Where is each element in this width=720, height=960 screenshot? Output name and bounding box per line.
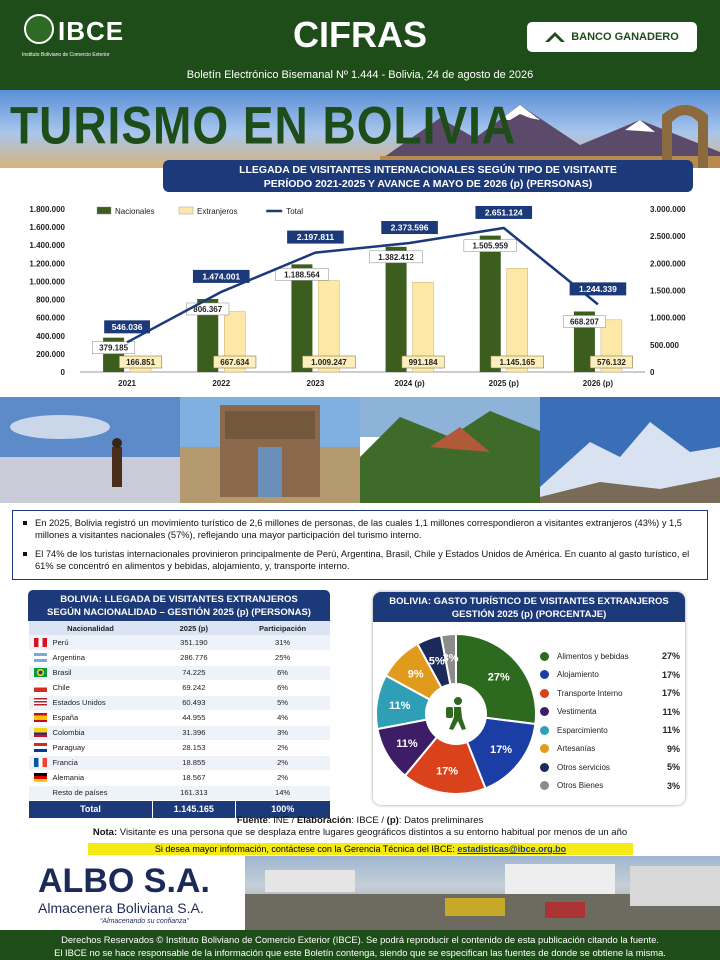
flag-cell xyxy=(29,725,53,740)
legend-swatch xyxy=(97,207,111,214)
table-row xyxy=(29,785,331,800)
legend-category: Vestimenta xyxy=(557,707,597,717)
canyon-photo xyxy=(360,397,540,503)
flag-cell xyxy=(29,770,53,785)
flag-cell xyxy=(29,785,53,800)
table-row xyxy=(29,770,331,785)
legend-value: 11% xyxy=(662,725,680,736)
pie-title-line2: GESTIÓN 2025 (p) (PORCENTAJE) xyxy=(451,609,607,620)
country-name: Brasil xyxy=(53,665,153,680)
legend-label: Extranjeros xyxy=(197,207,238,216)
flag-cell xyxy=(29,755,53,770)
country-name: Perú xyxy=(53,635,153,650)
snow-mountain-photo xyxy=(540,397,720,503)
legend-dot-icon xyxy=(540,726,549,735)
legend-value: 27% xyxy=(661,651,680,662)
legend-value: 17% xyxy=(661,688,680,699)
albo-slogan: “Almacenando su confianza” xyxy=(100,918,189,925)
country-name: Argentina xyxy=(53,650,153,665)
legend-value: 17% xyxy=(661,669,680,680)
banco-ganadero-icon xyxy=(545,31,565,43)
extranjeros-data-label: 576.132 xyxy=(596,358,626,367)
flag-francia-icon xyxy=(34,758,47,767)
header xyxy=(0,0,720,90)
x-tick-label: 2024 (p) xyxy=(394,379,425,388)
legend-dot-icon xyxy=(540,707,549,716)
legend-dot-icon xyxy=(540,781,549,790)
photo-strip xyxy=(0,397,720,503)
country-value: 351.190 xyxy=(153,635,236,650)
page-title: CIFRAS xyxy=(293,14,427,55)
flag-cell xyxy=(29,635,53,650)
country-value: 44.955 xyxy=(153,710,236,725)
pie-legend-item xyxy=(540,684,680,703)
country-value: 18.567 xyxy=(153,770,236,785)
total-data-label: 2.651.124 xyxy=(484,207,523,218)
flag-cell xyxy=(29,710,53,725)
legend-dot-icon xyxy=(540,670,549,679)
legend-dot-icon xyxy=(540,763,549,772)
total-label: Total xyxy=(29,800,153,818)
bar-nacionales xyxy=(386,247,407,372)
flag-colombia-icon xyxy=(34,728,47,737)
pie-legend-item xyxy=(540,666,680,685)
pie-legend-item xyxy=(540,777,680,796)
spending-pie-chart xyxy=(373,622,543,802)
contact-text: Si desea mayor información, contáctese con la Gerencia Técnica del IBCE: xyxy=(154,844,458,854)
chart-title xyxy=(163,160,693,192)
nota-label: Nota: xyxy=(92,827,118,838)
x-tick-label: 2023 xyxy=(306,379,325,388)
y2-tick-label: 0 xyxy=(650,368,655,377)
nacionales-data-label: 1.505.959 xyxy=(472,241,509,251)
table-row xyxy=(29,725,331,740)
legend-value: 11% xyxy=(662,706,680,717)
flag-espana-icon xyxy=(34,713,47,722)
table-row xyxy=(29,680,331,695)
footer xyxy=(0,930,720,960)
pie-slice-label: 5% xyxy=(428,655,445,668)
y2-tick-label: 1.500.000 xyxy=(650,286,686,296)
country-share: 6% xyxy=(235,680,330,695)
y2-tick-label: 2.500.000 xyxy=(650,232,686,242)
country-share: 3% xyxy=(235,725,330,740)
p-label: (p) xyxy=(386,815,399,826)
legend-dot-icon xyxy=(540,744,549,753)
legend-dot-icon xyxy=(540,689,549,698)
table-row xyxy=(29,650,331,665)
country-share: 2% xyxy=(235,740,330,755)
country-value: 286.776 xyxy=(153,650,236,665)
logo-text: IBCE xyxy=(58,16,125,46)
country-name: Colombia xyxy=(53,725,153,740)
elab-label: Elaboración xyxy=(296,815,352,826)
table-row xyxy=(29,755,331,770)
albo-ad[interactable] xyxy=(0,856,720,930)
source-note xyxy=(0,815,720,839)
y-tick-label: 1.800.000 xyxy=(29,205,65,214)
legend-swatch xyxy=(179,207,193,214)
pie-legend-item xyxy=(540,721,680,740)
total-share: 100% xyxy=(235,800,330,818)
legend-value: 3% xyxy=(666,780,680,791)
pie-slice-label: 3% xyxy=(442,652,459,665)
flag-cell xyxy=(29,740,53,755)
country-share: 2% xyxy=(235,770,330,785)
flag-cell xyxy=(29,680,53,695)
pie-slice-label: 11% xyxy=(388,700,411,713)
country-value: 28.153 xyxy=(153,740,236,755)
nacionales-data-label: 668.207 xyxy=(569,317,599,327)
y2-tick-label: 3.000.000 xyxy=(650,205,686,214)
total-value: 1.145.165 xyxy=(153,800,236,818)
flag-argentina-icon xyxy=(34,653,47,662)
flag-paraguay-icon xyxy=(34,743,47,752)
flag-cell xyxy=(29,650,53,665)
pie-legend-item xyxy=(540,647,680,666)
y-tick-label: 400.000 xyxy=(36,331,65,341)
y-tick-label: 600.000 xyxy=(36,313,65,323)
flag-cell xyxy=(29,695,53,710)
country-name: Paraguay xyxy=(53,740,153,755)
y-tick-label: 1.000.000 xyxy=(29,277,65,287)
footer-line1: Derechos Reservados © Instituto Boliviano de Comercio Exterior (IBCE). Se podrá reproducir el contenido de esta publicación citando la fuente. xyxy=(61,934,659,945)
y-tick-label: 1.600.000 xyxy=(29,223,65,233)
flag-brasil-icon xyxy=(34,668,47,677)
legend-category: Esparcimiento xyxy=(557,725,608,735)
pie-legend-item xyxy=(540,740,680,759)
logo-subtitle: Instituto Boliviano de Comercio Exterior xyxy=(22,52,110,58)
y-tick-label: 1.200.000 xyxy=(29,259,65,269)
albo-brand: ALBO S.A. xyxy=(38,862,210,900)
country-value: 31.396 xyxy=(153,725,236,740)
nota-value: Visitante es una persona que se desplaza entre lugares geográficos distintos a su entorno habitual por menos de un año xyxy=(117,827,628,838)
table-row xyxy=(29,635,331,650)
country-share: 2% xyxy=(235,755,330,770)
pie-title xyxy=(373,592,685,622)
country-share: 6% xyxy=(235,665,330,680)
albo-company: Almacenera Boliviana S.A. xyxy=(38,900,204,916)
extranjeros-data-label: 1.009.247 xyxy=(311,358,347,367)
table-title-line1: BOLIVIA: LLEGADA DE VISITANTES EXTRANJEROS xyxy=(60,594,298,605)
table-row xyxy=(29,710,331,725)
table-row xyxy=(29,695,331,710)
x-tick-label: 2026 (p) xyxy=(582,379,614,388)
y-tick-label: 200.000 xyxy=(36,349,65,359)
contact-email-link[interactable]: estadisticas@ibce.org.bo xyxy=(457,844,567,854)
legend-label: Total xyxy=(286,207,304,216)
p-value: : Datos preliminares xyxy=(398,815,484,826)
total-data-label: 1.244.339 xyxy=(579,283,617,294)
warehouse-photo xyxy=(245,856,720,930)
key-points xyxy=(12,510,708,580)
flag-chile-icon xyxy=(34,683,47,692)
bar-nacionales xyxy=(480,236,501,372)
x-tick-label: 2021 xyxy=(118,379,136,388)
table-header xyxy=(29,621,331,635)
flag-usa-icon xyxy=(34,698,47,707)
nacionales-data-label: 1.188.564 xyxy=(284,270,320,280)
country-value: 74.225 xyxy=(153,665,236,680)
country-share: 5% xyxy=(235,695,330,710)
pie-legend-item xyxy=(540,758,680,777)
total-data-label: 2.373.596 xyxy=(390,222,429,233)
country-share: 31% xyxy=(235,635,330,650)
y-tick-label: 0 xyxy=(60,368,65,377)
col-header: Participación xyxy=(235,621,330,635)
legend-category: Alojamiento xyxy=(557,670,599,680)
y2-tick-label: 1.000.000 xyxy=(650,313,686,323)
pie-title-line1: BOLIVIA: GASTO TURÍSTICO DE VISITANTES EXTRANJEROS xyxy=(389,596,669,607)
nacionales-data-label: 1.382.412 xyxy=(378,252,414,262)
flag-peru-icon xyxy=(34,638,47,647)
table-title xyxy=(28,590,330,621)
col-header: Nacionalidad xyxy=(29,621,153,635)
contact-bar xyxy=(88,843,633,855)
country-name: Francia xyxy=(53,755,153,770)
key-point: En 2025, Bolivia registró un movimiento turístico de 2,6 millones de personas, de las cuales 1,1 millones correspondieron a visitantes extranjeros (43%) y 1,5 millones a visitantes nacionales (57%), reflejando una mayor participación del turismo interno. xyxy=(21,517,697,541)
table-title-line2: SEGÚN NACIONALIDAD – GESTIÓN 2025 (p) (PERSONAS) xyxy=(47,607,311,618)
banner-title: TURISMO EN BOLIVIA xyxy=(10,95,517,155)
total-data-label: 546.036 xyxy=(111,321,143,332)
legend-category: Transporte Interno xyxy=(557,688,623,698)
table-row xyxy=(29,665,331,680)
banner xyxy=(0,90,720,168)
nationality-table-box xyxy=(28,590,330,814)
footer-line2: El IBCE no se hace responsable de la información que este Boletín contenga, siendo que se especifican las fuentes de donde se obtiene la misma. xyxy=(54,947,666,958)
salt-flat-photo xyxy=(0,397,180,503)
y-tick-label: 800.000 xyxy=(36,295,65,305)
pie-legend xyxy=(540,647,680,795)
country-name: Resto de países xyxy=(53,785,153,800)
pie-slice-label: 11% xyxy=(396,738,418,751)
country-share: 14% xyxy=(235,785,330,800)
nacionales-data-label: 379.185 xyxy=(99,343,129,353)
y2-tick-label: 2.000.000 xyxy=(650,259,686,269)
chart-title-line1: LLEGADA DE VISITANTES INTERNACIONALES SEGÚN TIPO DE VISITANTE xyxy=(239,164,617,176)
sponsor-name: BANCO GANADERO xyxy=(571,31,679,43)
key-point: El 74% de los turistas internacionales provinieron principalmente de Perú, Argentina, Brasil, Chile y Estados Unidos de América. En cuanto al gasto turístico, el 61% se concentró en alimentos y bebidas, alojamiento, y, transporte interno. xyxy=(21,548,697,572)
total-data-label: 1.474.001 xyxy=(202,271,241,282)
legend-category: Otros Bienes xyxy=(557,781,604,791)
country-share: 4% xyxy=(235,710,330,725)
country-value: 60.493 xyxy=(153,695,236,710)
country-name: España xyxy=(53,710,153,725)
country-value: 69.242 xyxy=(153,680,236,695)
gate-of-sun-photo xyxy=(180,397,360,503)
country-share: 25% xyxy=(235,650,330,665)
y-tick-label: 1.400.000 xyxy=(29,241,65,251)
elab-value: : IBCE / xyxy=(351,815,387,826)
nationality-table xyxy=(28,621,330,819)
pie-slice-label: 9% xyxy=(407,668,424,681)
extranjeros-data-label: 166.851 xyxy=(126,358,156,367)
country-name: Alemania xyxy=(53,770,153,785)
legend-category: Alimentos y bebidas xyxy=(557,651,629,661)
extranjeros-data-label: 1.145.165 xyxy=(499,358,536,367)
legend-category: Otros servicios xyxy=(557,762,610,772)
chart-title-line2: PERÍODO 2021-2025 Y AVANCE A MAYO DE 2026 (p) (PERSONAS) xyxy=(263,178,593,190)
pie-legend-item xyxy=(540,703,680,722)
extranjeros-data-label: 991.184 xyxy=(408,358,438,367)
total-data-label: 2.197.811 xyxy=(296,232,335,243)
legend-value: 5% xyxy=(666,762,680,773)
table-row xyxy=(29,740,331,755)
banco-ganadero-logo[interactable] xyxy=(527,22,697,52)
pie-slice-label: 17% xyxy=(436,765,459,778)
x-tick-label: 2022 xyxy=(212,379,231,388)
visitors-chart xyxy=(0,195,720,395)
legend-category: Artesanías xyxy=(557,744,596,754)
y2-tick-label: 500.000 xyxy=(650,340,679,350)
nacionales-data-label: 806.367 xyxy=(193,304,223,314)
pie-slice-label: 17% xyxy=(490,743,513,756)
extranjeros-data-label: 667.634 xyxy=(220,358,250,367)
legend-label: Nacionales xyxy=(115,207,155,216)
pie-slice-label: 27% xyxy=(487,671,510,684)
legend-value: 9% xyxy=(666,743,680,754)
fuente-label: Fuente xyxy=(236,815,268,826)
country-name: Chile xyxy=(53,680,153,695)
country-name: Estados Unidos xyxy=(53,695,153,710)
bulletin-info: Boletín Electrónico Bisemanal Nº 1.444 - Bolivia, 24 de agosto de 2026 xyxy=(186,69,534,81)
flag-cell xyxy=(29,665,53,680)
col-header: 2025 (p) xyxy=(153,621,236,635)
fuente-value: : INE / xyxy=(267,815,297,826)
legend-dot-icon xyxy=(540,652,549,661)
flag-alemania-icon xyxy=(34,773,47,782)
country-value: 161.313 xyxy=(153,785,236,800)
country-value: 18.855 xyxy=(153,755,236,770)
x-tick-label: 2025 (p) xyxy=(488,379,519,388)
